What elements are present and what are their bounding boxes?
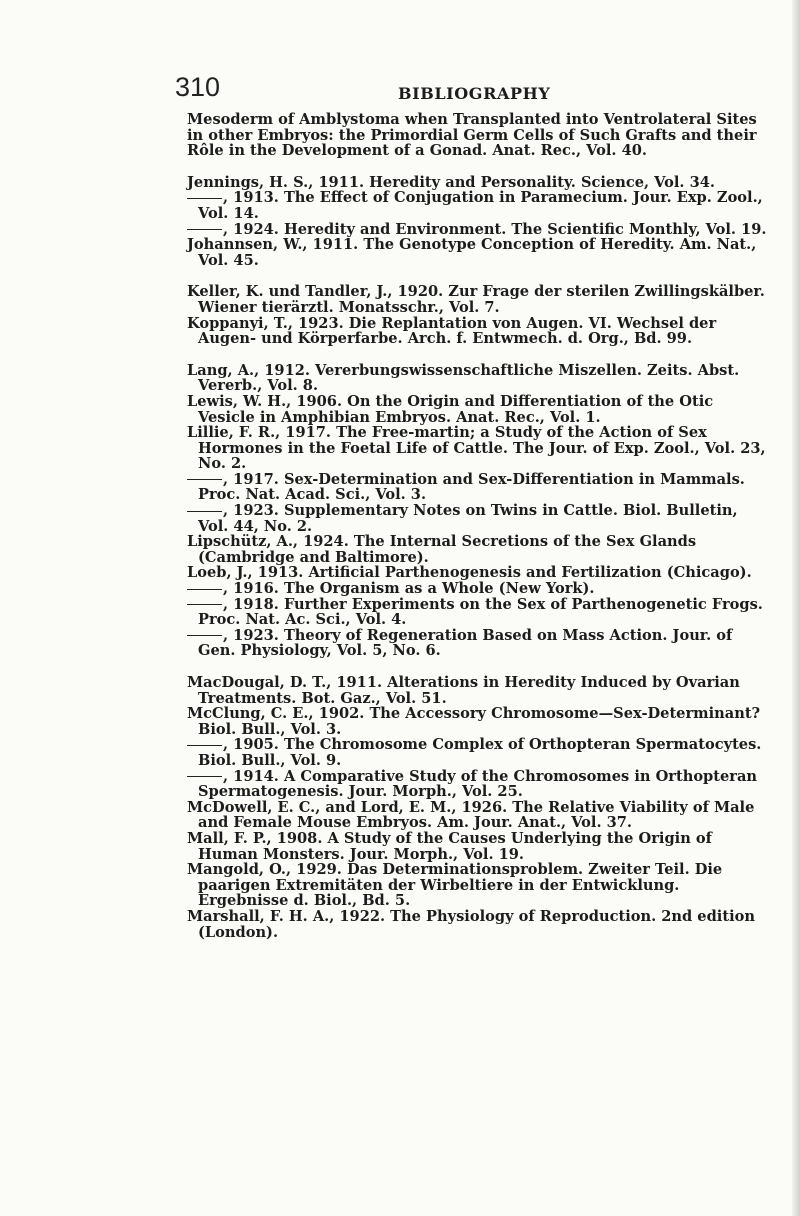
entry-text: Jennings, H. S., 1911. Heredity and Personality. Science, Vol. 34. bbox=[187, 173, 715, 191]
entry-text: Lewis, W. H., 1906. On the Origin and Differentiation of the Otic Vesicle in Amphibian Embryos. Anat. Rec., Vol. 1. bbox=[187, 392, 714, 426]
bibliography-entry bbox=[187, 831, 770, 862]
ditto-dash bbox=[187, 635, 222, 636]
bibliography-entry bbox=[187, 800, 770, 831]
group-spacer bbox=[187, 659, 770, 675]
entry-text: Lillie, F. R., 1917. The Free-martin; a Study of the Action of Sex Hormones in the Foetal Life of Cattle. The Jour. of Exp. Zool., Vol. 23, No. 2. bbox=[187, 424, 766, 473]
bibliography-entry bbox=[187, 472, 770, 503]
bibliography-entry bbox=[187, 394, 770, 425]
entry-text: MacDougal, D. T., 1911. Alterations in Heredity Induced by Ovarian Treatments. Bot. Gaz., Vol. 51. bbox=[187, 674, 740, 707]
running-head: BIBLIOGRAPHY bbox=[398, 84, 551, 103]
bibliography-entry bbox=[187, 503, 770, 534]
entry-text: , 1924. Heredity and Environment. The Scientific Monthly, Vol. 19. bbox=[223, 220, 767, 238]
group-spacer bbox=[187, 347, 770, 363]
entry-text: , 1905. The Chromosome Complex of Orthopteran Spermatocytes. Biol. Bull., Vol. 9. bbox=[198, 736, 762, 769]
bibliography-entry bbox=[187, 706, 770, 737]
entry-text: Lang, A., 1912. Vererbungswissenschaftliche Miszellen. Zeits. Abst. Vererb., Vol. 8. bbox=[187, 361, 740, 395]
entry-text: , 1918. Further Experiments on the Sex of Parthenogenetic Frogs. Proc. Nat. Ac. Sci., Vol. 4. bbox=[198, 595, 763, 629]
bibliography-entry bbox=[187, 363, 770, 394]
entry-text: , 1923. Theory of Regeneration Based on Mass Action. Jour. of Gen. Physiology, Vol. 5, No. 6. bbox=[198, 626, 733, 660]
entry-text: Keller, K. und Tandler, J., 1920. Zur Frage der sterilen Zwillingskälber. Wiener tierärztl. Monatsschr., Vol. 7. bbox=[187, 283, 765, 316]
entry-text: Mangold, O., 1929. Das Determinationsproblem. Zweiter Teil. Die paarigen Extremitäten der Wirbeltiere in der Entwicklung. Ergebnisse d. Biol., Bd. 5. bbox=[187, 861, 723, 910]
page-edge-shadow bbox=[792, 0, 800, 1216]
bibliography-entry bbox=[187, 316, 770, 347]
bibliography-list bbox=[187, 112, 770, 940]
entry-text: McDowell, E. C., and Lord, E. M., 1926. The Relative Viability of Male and Female Mouse Embryos. Am. Jour. Anat., Vol. 37. bbox=[187, 798, 755, 832]
ditto-dash bbox=[187, 198, 222, 199]
entry-text: , 1916. The Organism as a Whole (New York). bbox=[223, 580, 595, 598]
ditto-dash bbox=[187, 604, 222, 605]
bibliography-entry bbox=[187, 112, 770, 159]
group-spacer bbox=[187, 159, 770, 175]
bibliography-entry bbox=[187, 534, 770, 565]
bibliography-entry bbox=[187, 284, 770, 315]
bibliography-entry bbox=[187, 565, 770, 581]
entry-text: Lipschütz, A., 1924. The Internal Secretions of the Sex Glands (Cambridge and Baltimore). bbox=[187, 533, 697, 566]
page-number: 310 bbox=[175, 72, 221, 102]
entry-text: , 1914. A Comparative Study of the Chromosomes in Orthopteran Spermatogenesis. Jour. Morph., Vol. 25. bbox=[198, 767, 758, 801]
entry-text: Mesoderm of Amblystoma when Transplanted into Ventrolateral Sites in other Embryos: the Primordial Germ Cells of Such Grafts and their Rôle in the Development of a Gonad. Anat. Rec., Vol. 40. bbox=[187, 111, 757, 160]
bibliography-entry bbox=[187, 628, 770, 659]
group-spacer bbox=[187, 268, 770, 284]
entry-text: McClung, C. E., 1902. The Accessory Chromosome—Sex-Determinant? Biol. Bull., Vol. 3. bbox=[187, 705, 761, 738]
ditto-dash bbox=[187, 479, 222, 480]
bibliography-entry bbox=[187, 737, 770, 768]
entry-text: , 1923. Supplementary Notes on Twins in Cattle. Biol. Bulletin, Vol. 44, No. 2. bbox=[198, 502, 738, 535]
bibliography-entry bbox=[187, 237, 770, 268]
ditto-dash bbox=[187, 229, 222, 230]
page-header bbox=[175, 72, 775, 108]
entry-text: Loeb, J., 1913. Artificial Parthenogenesis and Fertilization (Chicago). bbox=[187, 564, 752, 582]
ditto-dash bbox=[187, 776, 222, 777]
bibliography-entry bbox=[187, 425, 770, 472]
bibliography-entry bbox=[187, 769, 770, 800]
ditto-dash bbox=[187, 589, 222, 590]
bibliography-entry bbox=[187, 675, 770, 706]
entry-text: Mall, F. P., 1908. A Study of the Causes Underlying the Origin of Human Monsters. Jour. Morph., Vol. 19. bbox=[187, 829, 712, 863]
entry-text: Koppanyi, T., 1923. Die Replantation von Augen. VI. Wechsel der Augen- und Körperfarbe. Arch. f. Entwmech. d. Org., Bd. 99. bbox=[187, 314, 717, 348]
bibliography-entry bbox=[187, 222, 770, 238]
entry-text: , 1913. The Effect of Conjugation in Paramecium. Jour. Exp. Zool., Vol. 14. bbox=[198, 189, 763, 222]
bibliography-entry bbox=[187, 862, 770, 909]
bibliography-entry bbox=[187, 909, 770, 940]
bibliography-entry bbox=[187, 175, 770, 191]
ditto-dash bbox=[187, 511, 222, 512]
bibliography-entry bbox=[187, 597, 770, 628]
entry-text: , 1917. Sex-Determination and Sex-Differentiation in Mammals. Proc. Nat. Acad. Sci., Vol. 3. bbox=[198, 470, 745, 504]
bibliography-entry bbox=[187, 190, 770, 221]
bibliography-entry bbox=[187, 581, 770, 597]
ditto-dash bbox=[187, 745, 222, 746]
entry-text: Marshall, F. H. A., 1922. The Physiology of Reproduction. 2nd edition (London). bbox=[187, 907, 755, 941]
entry-text: Johannsen, W., 1911. The Genotype Conception of Heredity. Am. Nat., Vol. 45. bbox=[187, 236, 757, 269]
